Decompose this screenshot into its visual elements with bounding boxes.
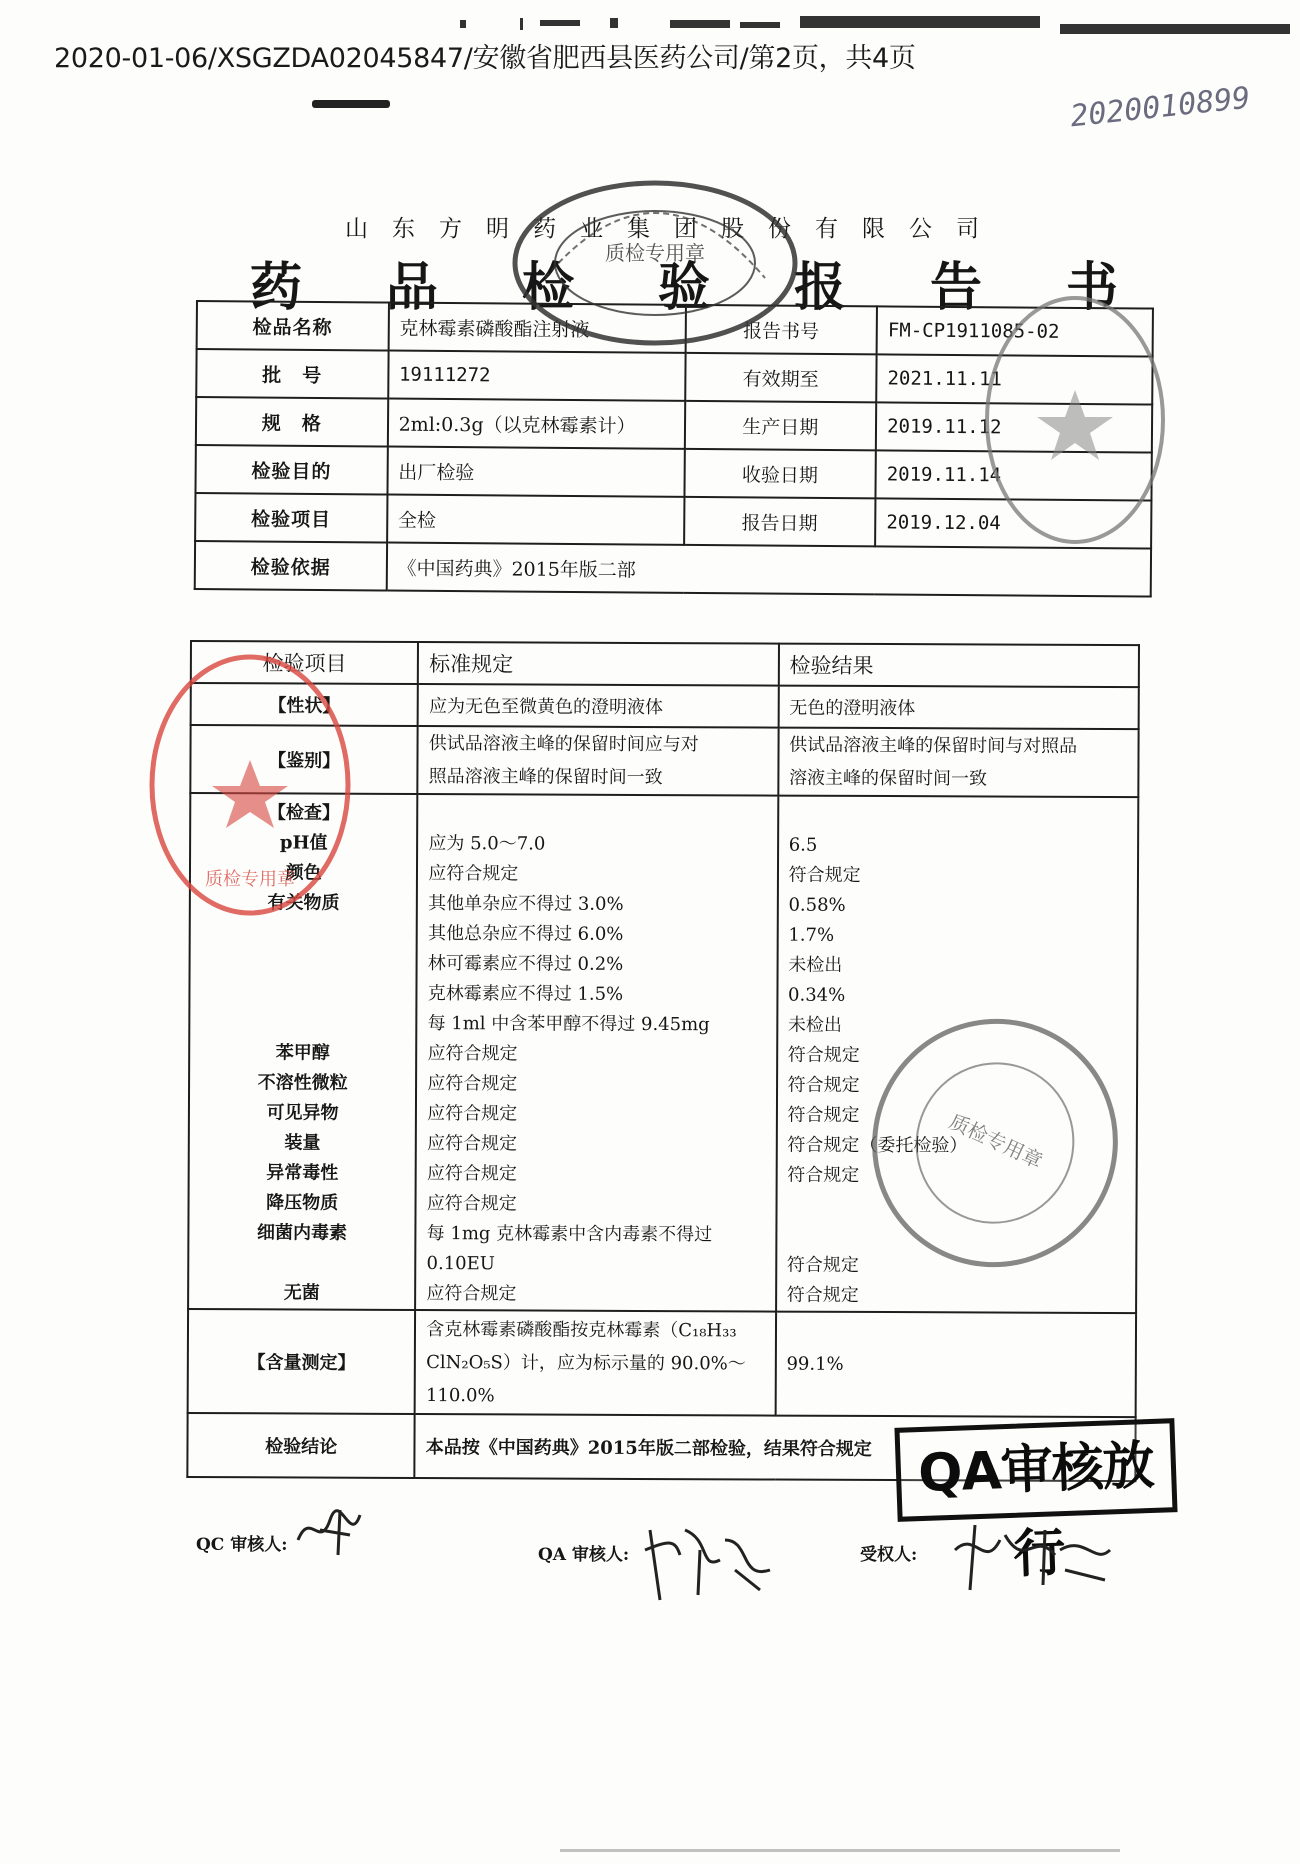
check-standard: 应符合规定	[426, 1163, 517, 1185]
scan-edge-artifact-bottom	[560, 1846, 1120, 1856]
check-result: 符合规定	[787, 1074, 860, 1096]
check-standard: 应符合规定	[427, 1103, 518, 1125]
company-name: 山东方明药业集团股份有限公司	[345, 216, 1003, 242]
received-date: 2019.11.14	[876, 450, 1152, 500]
check-standard: 应符合规定	[427, 1043, 518, 1065]
col-header-item: 检验项目	[191, 641, 418, 684]
ink-mark	[312, 100, 390, 108]
label-expiry: 有效期至	[685, 353, 877, 403]
conclusion-label: 检验结论	[187, 1413, 415, 1478]
red-seal-text: 质检专用章	[205, 869, 295, 890]
check-standard: 应为 5.0～7.0	[428, 833, 546, 855]
check-result: 符合规定	[788, 864, 861, 886]
check-item: 苯甲醇	[275, 1042, 330, 1064]
test-item-identification: 【鉴别】	[190, 725, 418, 794]
batch-number: 19111272	[388, 351, 685, 401]
check-item: 有关物质	[267, 892, 340, 914]
check-result: 1.7%	[788, 924, 835, 946]
report-date: 2019.12.04	[875, 498, 1151, 548]
result-identification-line: 供试品溶液主峰的保留时间与对照品	[789, 734, 1078, 757]
authorized-signature	[945, 1510, 1115, 1600]
report-title: 药品检验报告书	[250, 258, 1203, 318]
test-item-assay: 【含量测定】	[188, 1309, 416, 1414]
label-basis: 检验依据	[195, 541, 387, 591]
check-standard: 其他总杂应不得过 6.0%	[427, 923, 624, 945]
check-item: 可见异物	[266, 1102, 339, 1124]
seal-top-text: 质检专用章	[605, 241, 705, 265]
check-item: 异常毒性	[266, 1162, 339, 1184]
col-header-result: 检验结果	[778, 644, 1139, 688]
check-item: 细菌内毒素	[256, 1222, 348, 1244]
qc-reviewer-label: QC 审核人:	[196, 1535, 288, 1555]
qa-reviewer-label: QA 审核人:	[538, 1545, 630, 1565]
col-header-standard: 标准规定	[418, 642, 779, 686]
check-standard: 应符合规定	[427, 1073, 518, 1095]
result-identification-line: 溶液主峰的保留时间一致	[788, 767, 988, 790]
check-result: 符合规定（委托检验）	[787, 1134, 968, 1157]
check-standard: 应符合规定	[426, 1283, 517, 1305]
check-item: 降压物质	[266, 1192, 339, 1214]
check-item	[199, 1248, 404, 1279]
specification: 2ml:0.3g（以克林霉素计）	[387, 399, 684, 449]
label-report-date: 报告日期	[684, 497, 876, 547]
check-standard: 每 1mg 克林霉素中含内毒素不得过	[426, 1223, 713, 1246]
check-item	[200, 978, 405, 1009]
quality-seal-bottom	[865, 1008, 1125, 1278]
conclusion-text: 本品按《中国药典》2015年版二部检验，结果符合规定	[415, 1414, 1136, 1481]
standard-appearance: 应为无色至微黄色的澄明液体	[418, 684, 779, 728]
red-seal-right-top	[975, 285, 1175, 555]
check-standard: 林可霉素应不得过 0.2%	[427, 953, 624, 975]
check-result: 符合规定	[787, 1104, 860, 1126]
label-batch: 批 号	[196, 349, 388, 399]
qc-signature	[290, 1500, 380, 1560]
standard-identification-line: 照品溶液主峰的保留时间一致	[428, 766, 663, 789]
label-mfg-date: 生产日期	[684, 401, 876, 451]
test-item-appearance: 【性状】	[191, 683, 418, 726]
seal-bottom-text: 质检专用章	[945, 1109, 1047, 1174]
check-item	[200, 1008, 405, 1039]
check-result: 未检出	[788, 954, 843, 976]
authorized-person-label: 受权人:	[860, 1545, 918, 1565]
label-purpose: 检验目的	[195, 445, 387, 495]
quality-seal-top	[505, 168, 805, 358]
check-item: 不溶性微粒	[257, 1072, 348, 1094]
check-standard: 应符合规定	[428, 863, 519, 885]
handwritten-number: 2020010899	[1068, 80, 1252, 135]
check-standard: 克林霉素应不得过 1.5%	[427, 983, 624, 1005]
document-header: 2020-01-06/XSGZDA02045847/安徽省肥西县医药公司/第2页，共4页	[54, 43, 916, 74]
standard-assay	[415, 1310, 776, 1416]
label-items: 检验项目	[195, 493, 387, 543]
check-item: 无菌	[283, 1282, 320, 1304]
red-seal-left	[140, 640, 360, 930]
result-assay: 99.1%	[775, 1312, 1136, 1418]
check-standard: 其他单杂应不得过 3.0%	[428, 893, 624, 915]
standard-identification	[418, 726, 779, 796]
check-result: 符合规定	[786, 1284, 859, 1306]
label-report-no: 报告书号	[685, 305, 877, 355]
check-item: 颜色	[285, 862, 322, 884]
check-result: 未检出	[787, 1014, 842, 1036]
check-result: 符合规定	[786, 1254, 859, 1276]
check-standard: 应符合规定	[427, 1133, 518, 1155]
inspection-purpose: 出厂检验	[387, 447, 684, 497]
check-item	[201, 948, 406, 979]
check-item: 装量	[284, 1132, 321, 1154]
standard-assay-line: ClN₂O₅S）计，应为标示量的 90.0%～	[426, 1351, 746, 1374]
standard-assay-line: 110.0%	[425, 1384, 495, 1406]
label-spec: 规 格	[196, 397, 388, 447]
check-standard: 0.10EU	[426, 1253, 495, 1275]
result-identification	[778, 728, 1139, 798]
inspection-items: 全检	[387, 495, 684, 545]
check-result: 0.34%	[788, 984, 846, 1006]
product-name: 克林霉素磷酸酯注射液	[388, 303, 685, 353]
qa-release-stamp: QA审核放行	[894, 1418, 1177, 1522]
standard-identification-line: 供试品溶液主峰的保留时间应与对	[428, 733, 699, 756]
inspection-basis: 《中国药典》2015年版二部	[386, 543, 1151, 597]
label-product-name: 检品名称	[197, 301, 389, 351]
check-result: 符合规定	[787, 1044, 860, 1066]
expiry-date: 2021.11.11	[876, 354, 1152, 404]
label-received: 收验日期	[684, 449, 876, 499]
check-standards	[415, 794, 778, 1312]
standard-assay-line: 含克林霉素磷酸酯按克林霉素（C₁₈H₃₃	[426, 1318, 737, 1341]
report-number: FM-CP1911085-02	[877, 306, 1153, 356]
check-standard: 每 1ml 中含苯甲醇不得过 9.45mg	[427, 1013, 710, 1036]
qa-signature	[640, 1510, 780, 1610]
check-standard: 应符合规定	[426, 1193, 517, 1215]
result-appearance: 无色的澄明液体	[778, 686, 1139, 730]
check-item: pH值	[279, 832, 328, 854]
check-result: 0.58%	[788, 894, 846, 916]
check-result: 符合规定	[787, 1164, 860, 1186]
manufacture-date: 2019.11.12	[876, 402, 1152, 452]
check-heading: 【检查】	[267, 802, 340, 824]
check-result: 6.5	[788, 834, 818, 856]
